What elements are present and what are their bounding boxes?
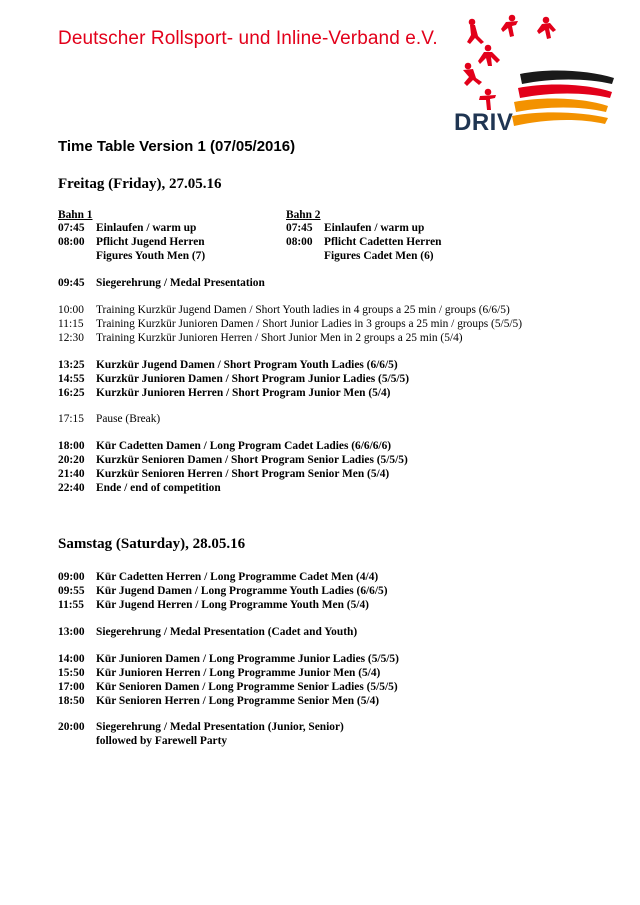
row-time: 16:25 [58,387,85,399]
bahn2-row-text: Einlaufen / warm up [324,222,425,234]
schedule-row [58,653,399,667]
row-time: 17:00 [58,681,85,693]
bahn2-row-text: Pflicht Cadetten Herren [324,236,442,248]
bahn1-row-time: 07:45 [58,222,85,234]
row-text: Ende / end of competition [96,482,221,494]
schedule-row [58,681,398,695]
row-time: 22:40 [58,482,85,494]
bahn1-row [58,250,205,264]
saturday-heading: Samstag (Saturday), 28.05.16 [58,536,246,552]
row-time: 18:00 [58,440,85,452]
row-text: Kür Cadetten Herren / Long Programme Cadet Men (4/4) [96,571,379,583]
bahn1-row [58,236,205,250]
driv-logo [448,8,620,144]
schedule-row [58,387,390,401]
row-text: Siegerehrung / Medal Presentation [96,277,265,289]
organization-name: Deutscher Rollsport- und Inline-Verband e.V. [58,28,438,49]
row-time: 12:30 [58,332,84,344]
row-text: Siegerehrung / Medal Presentation (Junior, Senior) [96,721,344,733]
row-text: Kurzkür Senioren Damen / Short Program Senior Ladies (5/5/5) [96,454,408,466]
schedule-row [58,373,409,387]
row-time: 20:00 [58,721,85,733]
schedule-row [58,468,389,482]
schedule-row [58,667,380,681]
row-text: Kür Jugend Herren / Long Programme Youth Men (5/4) [96,599,369,611]
bahn2-row [286,236,441,250]
schedule-row [58,454,408,468]
bahn2-row [286,250,434,264]
row-text: Training Kurzkür Junioren Damen / Short Junior Ladies in 3 groups a 25 min / groups (5/5/5) [96,318,523,330]
row-text: Kür Jugend Damen / Long Programme Youth Ladies (6/6/5) [96,585,388,597]
row-text: Kür Senioren Damen / Long Programme Senior Ladies (5/5/5) [96,681,398,693]
row-text: Kurzkür Junioren Herren / Short Program Junior Men (5/4) [96,387,391,399]
row-text: Kurzkür Jugend Damen / Short Program Youth Ladies (6/6/5) [96,359,398,371]
schedule-row [58,318,522,332]
row-text: Training Kurzkür Junioren Herren / Short Junior Men in 2 groups a 25 min (5/4) [96,332,463,344]
row-time: 13:25 [58,359,85,371]
bahn1-label: Bahn 1 [58,209,93,221]
row-time: 14:55 [58,373,85,385]
row-text: Kür Cadetten Damen / Long Program Cadet Ladies (6/6/6/6) [96,440,392,452]
schedule-row [58,304,510,318]
schedule-row [58,277,265,291]
schedule-row [58,626,357,640]
row-time: 10:00 [58,304,84,316]
schedule-row-subtext: followed by Farewell Party [96,735,228,747]
timetable-title: Time Table Version 1 (07/05/2016) [58,138,296,155]
row-time: 09:00 [58,571,85,583]
row-time: 21:40 [58,468,85,480]
row-time: 17:15 [58,413,84,425]
row-time: 11:55 [58,599,84,611]
row-text: Kür Junioren Damen / Long Programme Junior Ladies (5/5/5) [96,653,399,665]
bahn1-row-text: Pflicht Jugend Herren [96,236,205,248]
schedule-row [58,413,160,427]
bahn1-row-time: 08:00 [58,236,85,248]
schedule-row [58,482,221,496]
row-text: Training Kurzkür Jugend Damen / Short Youth ladies in 4 groups a 25 min / groups (6/6/5) [96,304,510,316]
row-text: Kurzkür Junioren Damen / Short Program Junior Ladies (5/5/5) [96,373,410,385]
schedule-row [58,571,378,585]
row-text: Siegerehrung / Medal Presentation (Cadet and Youth) [96,626,358,638]
bahn1-row-text: Figures Youth Men (7) [96,250,206,262]
logo-wordmark: DRIV [454,109,514,136]
row-time: 18:50 [58,695,85,707]
schedule-row [58,332,463,346]
bahn2-label: Bahn 2 [286,209,321,221]
row-time: 09:55 [58,585,85,597]
schedule-row [58,440,391,454]
bahn1-row-text: Einlaufen / warm up [96,222,197,234]
schedule-row [58,599,369,613]
schedule-row [58,721,344,735]
bahn2-row-time: 08:00 [286,236,313,248]
row-time: 09:45 [58,277,85,289]
row-time: 15:50 [58,667,85,679]
row-text: Kür Senioren Herren / Long Programme Senior Men (5/4) [96,695,380,707]
bahn2-row [286,222,424,236]
bahn1-row [58,222,196,236]
row-time: 14:00 [58,653,85,665]
row-time: 11:15 [58,318,84,330]
schedule-row [58,359,398,373]
row-text: Kür Junioren Herren / Long Programme Junior Men (5/4) [96,667,381,679]
bahn2-row-text: Figures Cadet Men (6) [324,250,434,262]
row-time: 13:00 [58,626,85,638]
schedule-row [58,585,388,599]
friday-heading: Freitag (Friday), 27.05.16 [58,176,222,192]
schedule-row [58,695,379,709]
row-text: Pause (Break) [96,413,161,425]
row-text: Kurzkür Senioren Herren / Short Program Senior Men (5/4) [96,468,390,480]
row-time: 20:20 [58,454,85,466]
bahn2-row-time: 07:45 [286,222,313,234]
